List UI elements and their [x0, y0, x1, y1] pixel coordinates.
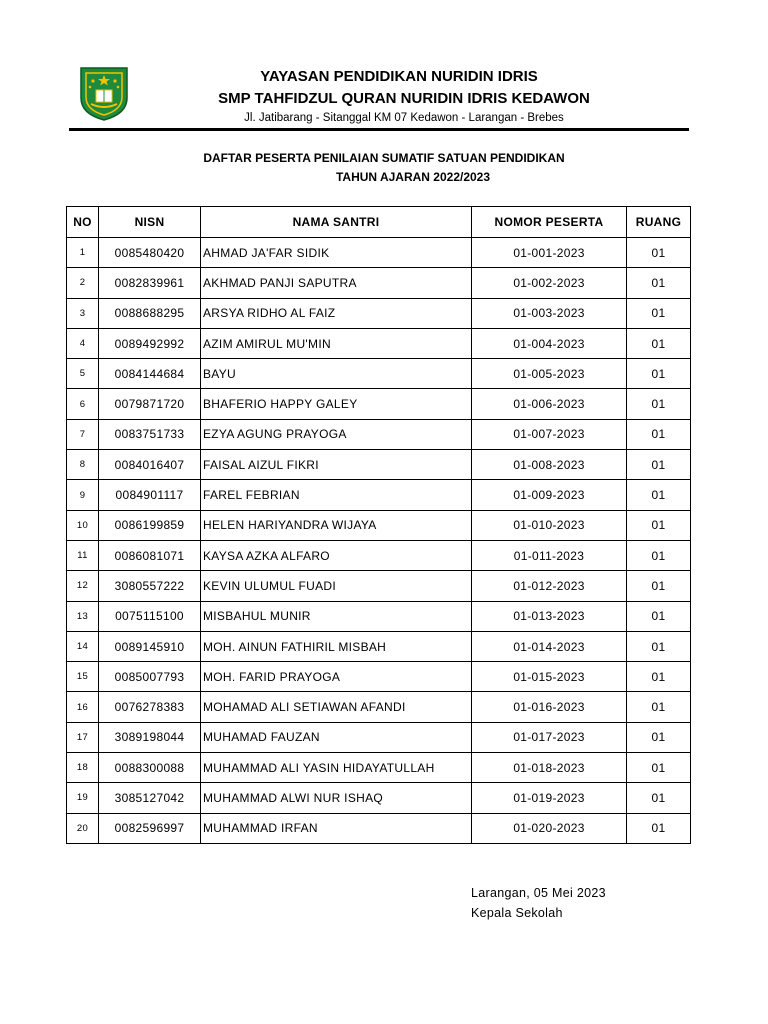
- column-header-nomor: NOMOR PESERTA: [472, 207, 627, 238]
- cell-no: 2: [67, 268, 99, 298]
- cell-ruang: 01: [627, 510, 691, 540]
- signature-role: Kepala Sekolah: [471, 906, 563, 920]
- cell-nama: FAREL FEBRIAN: [201, 480, 472, 510]
- cell-nama: MISBAHUL MUNIR: [201, 601, 472, 631]
- table-row: [67, 813, 691, 843]
- cell-nama: MUHAMMAD ALWI NUR ISHAQ: [201, 783, 472, 813]
- cell-nomor: 01-010-2023: [472, 510, 627, 540]
- cell-nisn: 0084016407: [99, 450, 201, 480]
- cell-nisn: 0082839961: [99, 268, 201, 298]
- cell-no: 6: [67, 389, 99, 419]
- cell-nomor: 01-009-2023: [472, 480, 627, 510]
- cell-ruang: 01: [627, 268, 691, 298]
- cell-ruang: 01: [627, 813, 691, 843]
- table-row: [67, 662, 691, 692]
- cell-nama: MOH. FARID PRAYOGA: [201, 662, 472, 692]
- cell-ruang: 01: [627, 480, 691, 510]
- cell-nisn: 0084901117: [99, 480, 201, 510]
- cell-ruang: 01: [627, 753, 691, 783]
- cell-ruang: 01: [627, 419, 691, 449]
- cell-no: 4: [67, 328, 99, 358]
- cell-nomor: 01-006-2023: [472, 389, 627, 419]
- table-row: [67, 359, 691, 389]
- cell-nisn: 0085480420: [99, 238, 201, 268]
- cell-no: 16: [67, 692, 99, 722]
- cell-nama: HELEN HARIYANDRA WIJAYA: [201, 510, 472, 540]
- table-row: [67, 389, 691, 419]
- cell-nisn: 0083751733: [99, 419, 201, 449]
- cell-nama: ARSYA RIDHO AL FAIZ: [201, 298, 472, 328]
- cell-no: 3: [67, 298, 99, 328]
- column-header-nisn: NISN: [99, 207, 201, 238]
- cell-no: 19: [67, 783, 99, 813]
- cell-nomor: 01-005-2023: [472, 359, 627, 389]
- cell-nama: MOH. AINUN FATHIRIL MISBAH: [201, 631, 472, 661]
- header-divider: [69, 128, 689, 131]
- participant-table: [66, 206, 691, 844]
- cell-nomor: 01-016-2023: [472, 692, 627, 722]
- cell-no: 12: [67, 571, 99, 601]
- cell-ruang: 01: [627, 631, 691, 661]
- column-header-no: NO: [67, 207, 99, 238]
- cell-nomor: 01-017-2023: [472, 722, 627, 752]
- document-title: DAFTAR PESERTA PENILAIAN SUMATIF SATUAN PENDIDIKAN: [203, 151, 565, 165]
- cell-nomor: 01-007-2023: [472, 419, 627, 449]
- cell-nisn: 0084144684: [99, 359, 201, 389]
- cell-nama: MUHAMAD FAUZAN: [201, 722, 472, 752]
- cell-nomor: 01-008-2023: [472, 450, 627, 480]
- cell-no: 14: [67, 631, 99, 661]
- table-row: [67, 450, 691, 480]
- column-header-ruang: RUANG: [627, 207, 691, 238]
- cell-nisn: 0086199859: [99, 510, 201, 540]
- cell-nisn: 0076278383: [99, 692, 201, 722]
- table-row: [67, 268, 691, 298]
- cell-nomor: 01-001-2023: [472, 238, 627, 268]
- cell-nomor: 01-012-2023: [472, 571, 627, 601]
- table-header-row: [67, 207, 691, 238]
- cell-nama: MUHAMMAD ALI YASIN HIDAYATULLAH: [201, 753, 472, 783]
- cell-nama: BHAFERIO HAPPY GALEY: [201, 389, 472, 419]
- cell-nama: FAISAL AIZUL FIKRI: [201, 450, 472, 480]
- cell-nama: KAYSA AZKA ALFARO: [201, 540, 472, 570]
- cell-nisn: 0089492992: [99, 328, 201, 358]
- cell-no: 5: [67, 359, 99, 389]
- cell-nisn: 0088300088: [99, 753, 201, 783]
- signature-place-date: Larangan, 05 Mei 2023: [471, 886, 606, 900]
- cell-no: 15: [67, 662, 99, 692]
- cell-nomor: 01-013-2023: [472, 601, 627, 631]
- cell-ruang: 01: [627, 571, 691, 601]
- cell-ruang: 01: [627, 389, 691, 419]
- cell-nomor: 01-018-2023: [472, 753, 627, 783]
- table-row: [67, 328, 691, 358]
- cell-ruang: 01: [627, 692, 691, 722]
- table-row: [67, 238, 691, 268]
- cell-nisn: 3080557222: [99, 571, 201, 601]
- cell-ruang: 01: [627, 450, 691, 480]
- cell-nisn: 0082596997: [99, 813, 201, 843]
- table-row: [67, 571, 691, 601]
- cell-nisn: 0086081071: [99, 540, 201, 570]
- table-row: [67, 753, 691, 783]
- cell-nama: MOHAMAD ALI SETIAWAN AFANDI: [201, 692, 472, 722]
- cell-nisn: 3085127042: [99, 783, 201, 813]
- cell-nomor: 01-020-2023: [472, 813, 627, 843]
- cell-nomor: 01-011-2023: [472, 540, 627, 570]
- foundation-name: YAYASAN PENDIDIKAN NURIDIN IDRIS: [260, 68, 538, 85]
- table-row: [67, 540, 691, 570]
- table-row: [67, 722, 691, 752]
- cell-nama: BAYU: [201, 359, 472, 389]
- school-name: SMP TAHFIDZUL QURAN NURIDIN IDRIS KEDAWON: [218, 90, 590, 107]
- cell-ruang: 01: [627, 540, 691, 570]
- cell-ruang: 01: [627, 722, 691, 752]
- cell-nisn: 3089198044: [99, 722, 201, 752]
- table-row: [67, 298, 691, 328]
- cell-nomor: 01-014-2023: [472, 631, 627, 661]
- cell-nama: MUHAMMAD IRFAN: [201, 813, 472, 843]
- cell-ruang: 01: [627, 601, 691, 631]
- cell-no: 13: [67, 601, 99, 631]
- cell-no: 8: [67, 450, 99, 480]
- table-row: [67, 692, 691, 722]
- cell-nama: KEVIN ULUMUL FUADI: [201, 571, 472, 601]
- table-row: [67, 510, 691, 540]
- cell-ruang: 01: [627, 298, 691, 328]
- cell-nama: AKHMAD PANJI SAPUTRA: [201, 268, 472, 298]
- cell-nisn: 0085007793: [99, 662, 201, 692]
- cell-nisn: 0079871720: [99, 389, 201, 419]
- table-row: [67, 480, 691, 510]
- cell-no: 9: [67, 480, 99, 510]
- school-address: Jl. Jatibarang - Sitanggal KM 07 Kedawon - Larangan - Brebes: [244, 112, 564, 124]
- cell-nomor: 01-002-2023: [472, 268, 627, 298]
- cell-no: 10: [67, 510, 99, 540]
- cell-nomor: 01-004-2023: [472, 328, 627, 358]
- table-row: [67, 631, 691, 661]
- cell-no: 11: [67, 540, 99, 570]
- cell-nomor: 01-015-2023: [472, 662, 627, 692]
- cell-no: 7: [67, 419, 99, 449]
- document-subtitle: TAHUN AJARAN 2022/2023: [335, 170, 491, 184]
- table-row: [67, 601, 691, 631]
- table-row: [67, 419, 691, 449]
- cell-no: 1: [67, 238, 99, 268]
- cell-nama: AHMAD JA'FAR SIDIK: [201, 238, 472, 268]
- cell-nomor: 01-003-2023: [472, 298, 627, 328]
- cell-nama: EZYA AGUNG PRAYOGA: [201, 419, 472, 449]
- table-body: [67, 238, 691, 844]
- cell-ruang: 01: [627, 783, 691, 813]
- cell-ruang: 01: [627, 359, 691, 389]
- cell-nisn: 0089145910: [99, 631, 201, 661]
- cell-ruang: 01: [627, 328, 691, 358]
- cell-ruang: 01: [627, 238, 691, 268]
- table-row: [67, 783, 691, 813]
- cell-no: 17: [67, 722, 99, 752]
- cell-nomor: 01-019-2023: [472, 783, 627, 813]
- cell-nama: AZIM AMIRUL MU'MIN: [201, 328, 472, 358]
- cell-no: 18: [67, 753, 99, 783]
- column-header-nama: NAMA SANTRI: [201, 207, 472, 238]
- cell-nisn: 0088688295: [99, 298, 201, 328]
- cell-nisn: 0075115100: [99, 601, 201, 631]
- cell-ruang: 01: [627, 662, 691, 692]
- cell-no: 20: [67, 813, 99, 843]
